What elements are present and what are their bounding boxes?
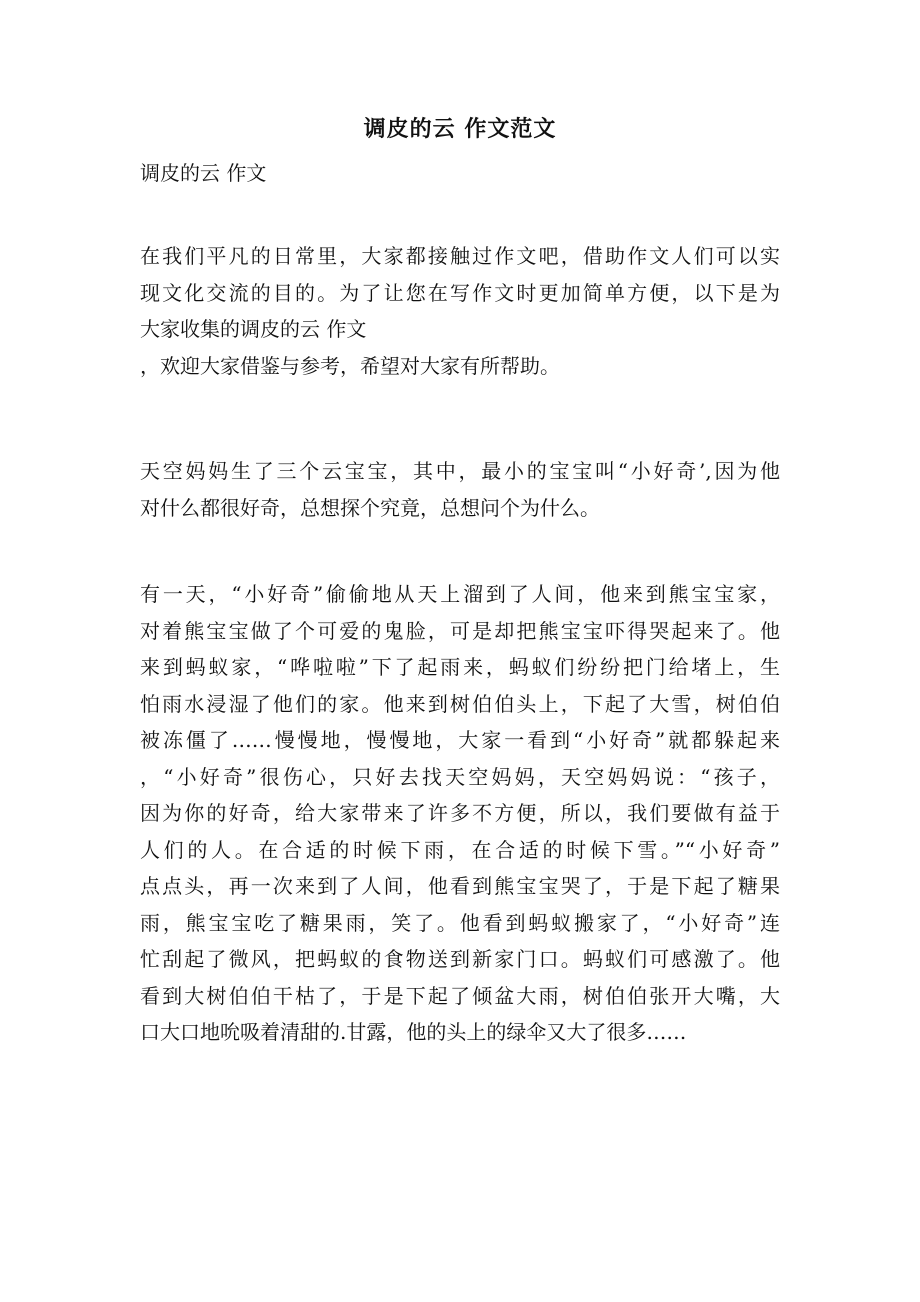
text-line: 来到蚂蚁家，“哗啦啦”下了起雨来，蚂蚁们纷纷把门给堵上，生 — [140, 655, 780, 679]
text-line: 口大口地吮吸着清甜的.甘露，他的头上的绿伞又大了很多…… — [140, 1020, 687, 1044]
text-line: 现文化交流的目的。为了让您在写作文时更加简单方便，以下是为 — [140, 280, 780, 305]
text-line: 忙刮起了微风，把蚂蚁的食物送到新家门口。蚂蚁们可感激了。他 — [140, 947, 780, 971]
text-line: 对什么都很好奇，总想探个究竟，总想问个为什么。 — [140, 495, 600, 520]
text-line: 天空妈妈生了三个云宝宝，其中，最小的宝宝叫“小好奇’,因为他 — [140, 459, 780, 483]
document-title: 调皮的云 作文范文 — [363, 116, 557, 142]
text-line: 点点头，再一次来到了人间，他看到熊宝宝哭了，于是下起了糖果 — [140, 874, 780, 898]
document-subtitle: 调皮的云 作文 — [140, 161, 267, 185]
text-line: 大家收集的调皮的云 作文 — [140, 317, 367, 341]
text-line: 雨，熊宝宝吃了糖果雨，笑了。他看到蚂蚁搬家了，“小好奇”连 — [140, 910, 780, 935]
text-line: 对着熊宝宝做了个可爱的鬼脸，可是却把熊宝宝吓得哭起来了。他 — [140, 618, 780, 643]
paragraph-story-opening — [140, 453, 780, 526]
text-line: 怕雨水浸湿了他们的家。他来到树伯伯头上，下起了大雪，树伯伯 — [140, 691, 780, 716]
text-line: 人们的人。在合适的时候下雨，在合适的时候下雪。”“小好奇” — [140, 837, 780, 862]
paragraph-story-body — [140, 576, 780, 1051]
text-line: ，欢迎大家借鉴与参考，希望对大家有所帮助。 — [140, 353, 560, 378]
text-line: 看到大树伯伯干枯了，于是下起了倾盆大雨，树伯伯张开大嘴，大 — [140, 983, 780, 1008]
text-line: 被冻僵了……慢慢地，慢慢地，大家一看到“小好奇”就都躲起来 — [140, 728, 780, 752]
text-line: 在我们平凡的日常里，大家都接触过作文吧，借助作文人们可以实 — [140, 244, 780, 268]
text-line: 因为你的好奇，给大家带来了许多不方便，所以，我们要做有益于 — [140, 801, 780, 825]
paragraph-intro — [140, 238, 780, 384]
text-line: 有一天，“小好奇”偷偷地从天上溜到了人间，他来到熊宝宝家， — [140, 582, 780, 606]
text-line: ，“小好奇”很伤心，只好去找天空妈妈，天空妈妈说：“孩子， — [140, 764, 780, 789]
